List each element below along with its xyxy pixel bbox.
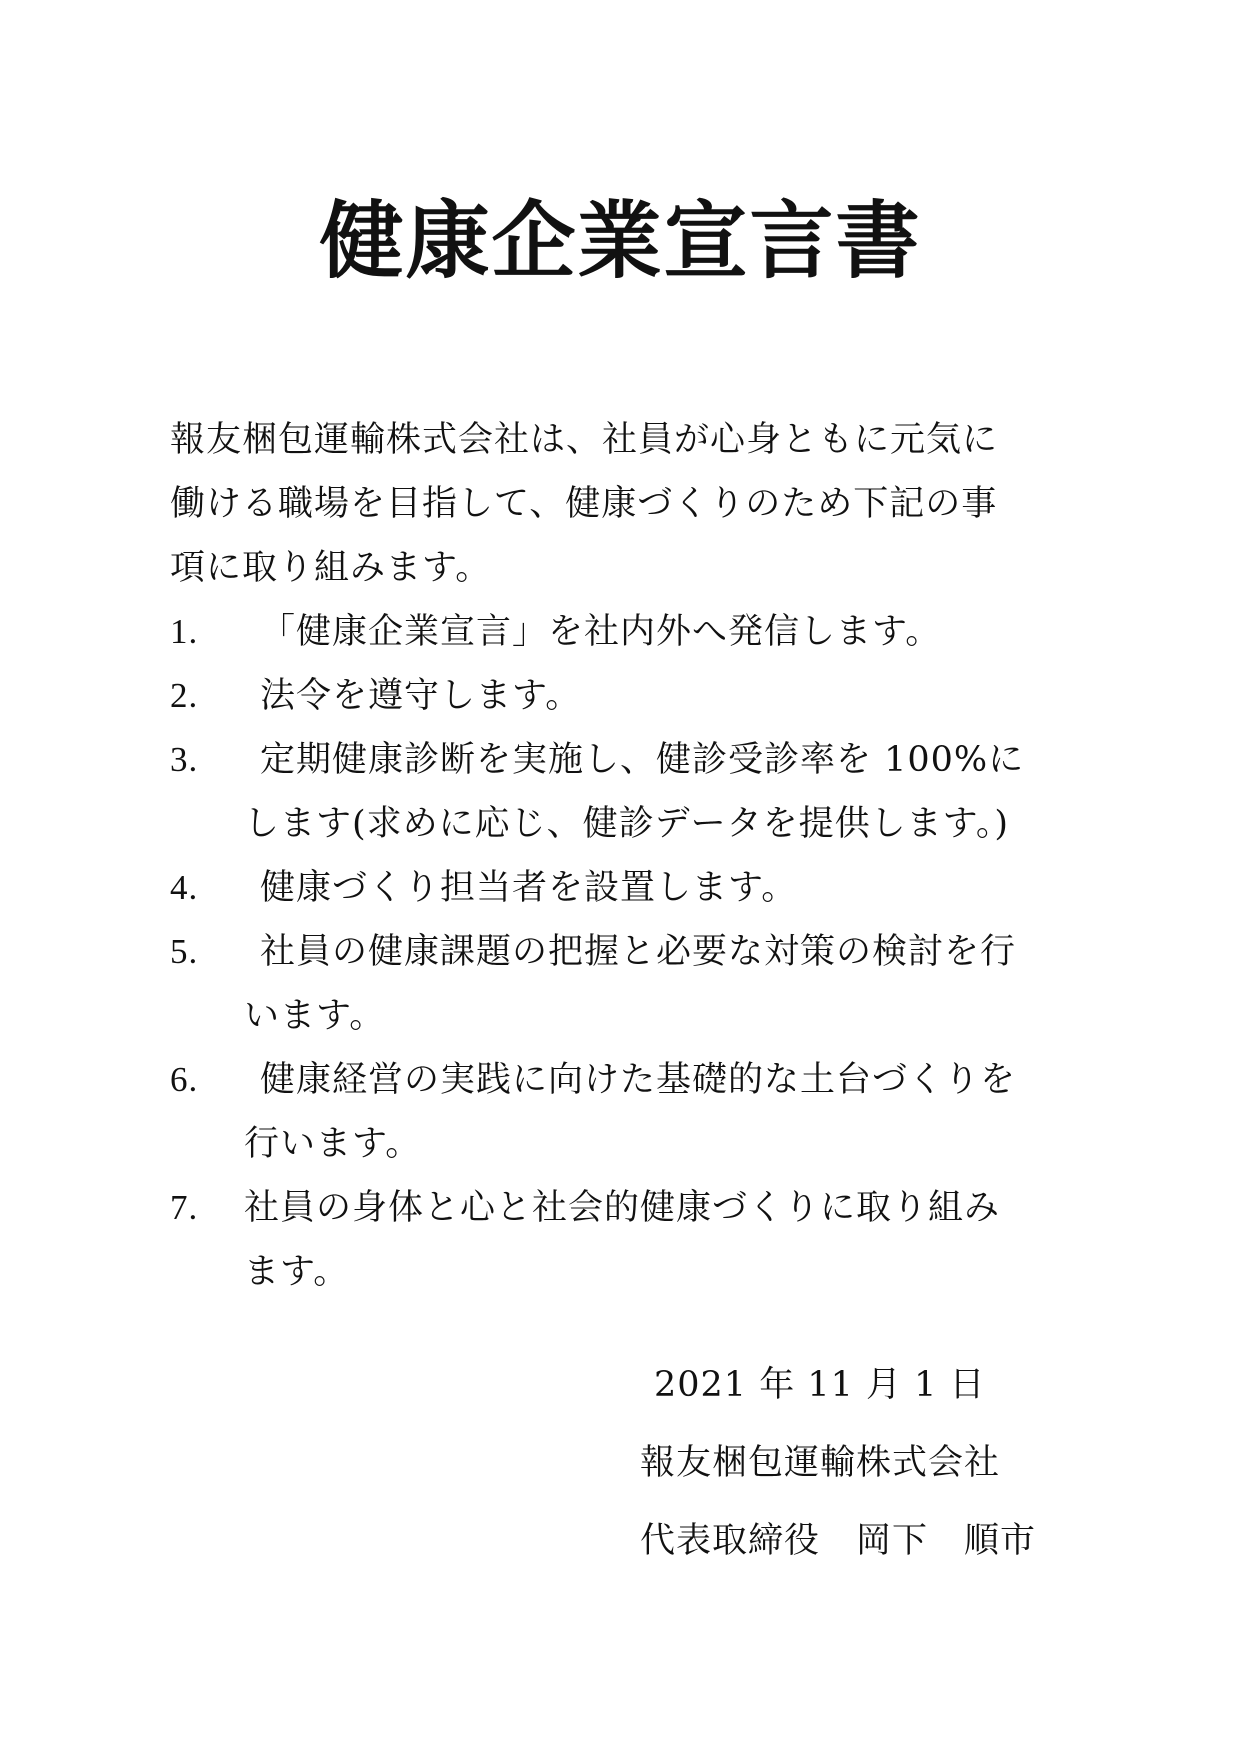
representative-given-name: 順市 [964,1521,1037,1561]
intro-line: 報友梱包運輸株式会社は、社員が心身ともに元気に [170,420,999,460]
list-item [170,600,1070,664]
item-text: 「健康企業宣言」を社内外へ発信します。 [260,612,942,652]
representative-title: 代表取締役 [640,1521,821,1561]
item-text: 定期健康診断を実施し、健診受診率を 100%に [260,740,1025,780]
item-number: 1. [170,612,199,651]
intro-paragraph [170,408,1070,600]
declaration-date: 2021 年 11 月 1 日 [654,1365,986,1405]
document-title: 健康企業宣言書 [319,191,922,290]
company-name: 報友梱包運輸株式会社 [640,1443,1001,1483]
item-text-continued: います。 [244,996,386,1036]
item-number: 4. [170,868,199,907]
item-text: 健康経営の実践に向けた基礎的な土台づくりを [260,1060,1017,1100]
representative [640,1502,1160,1580]
item-text: 法令を遵守します。 [260,676,582,716]
list-item [170,728,1070,856]
item-number: 7. [170,1188,199,1227]
item-text: 社員の身体と心と社会的健康づくりに取り組み [244,1188,1001,1228]
list-item [170,856,1070,920]
item-number: 3. [170,740,199,779]
document-body [170,408,1070,1304]
item-number: 6. [170,1060,199,1099]
declaration-list [170,600,1070,1304]
intro-line: 項に取り組みます。 [170,548,492,588]
list-item [170,664,1070,728]
item-text: 健康づくり担当者を設置します。 [260,868,798,908]
item-number: 5. [170,932,199,971]
list-item [170,920,1070,1048]
item-number: 2. [170,676,199,715]
item-text-continued: ます。 [244,1252,350,1292]
signature-block [640,1346,1160,1580]
item-text-continued: 行います。 [244,1124,422,1164]
item-text: 社員の健康課題の把握と必要な対策の検討を行 [260,932,1017,972]
list-item [170,1048,1070,1176]
item-text-continued: します(求めに応じ、健診データを提供します。) [244,804,1010,844]
intro-line: 働ける職場を目指して、健康づくりのため下記の事 [170,484,998,524]
list-item [170,1176,1070,1304]
representative-surname: 岡下 [856,1521,929,1561]
